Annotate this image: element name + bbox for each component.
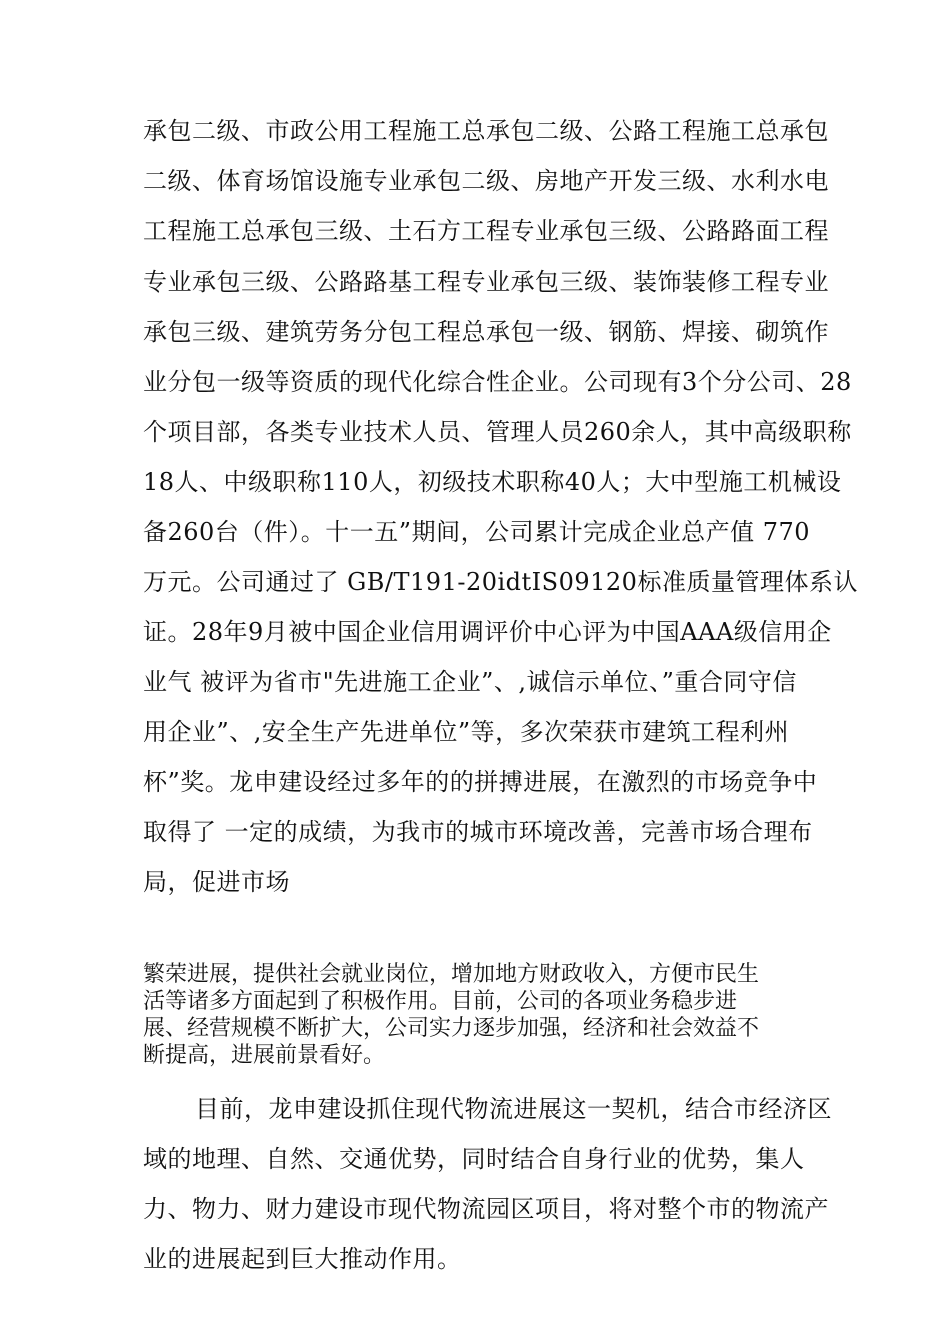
- text-line: 杯”奖。龙申建设经过多年的的拼搏进展，在激烈的市场竞争中: [143, 768, 818, 796]
- text-line: 承包三级、建筑劳务分包工程总承包一级、钢筋、焊接、砌筑作: [143, 318, 829, 346]
- text-line: 万元。公司通过了 GB/T191-20idtIS09120标准质量管理体系认: [143, 568, 858, 596]
- text-line: 繁荣进展，提供社会就业岗位，增加地方财政收入，方便市民生: [143, 962, 760, 987]
- text-line: 展、经营规模不断扩大，公司实力逐步加强，经济和社会效益不: [143, 1016, 760, 1041]
- text-line: 业气 被评为省市"先进施工企业”、,诚信示单位、”重合同守信: [143, 668, 797, 696]
- text-line: 18人、中级职称110人，初级技术职称40人；大中型施工机械设: [143, 468, 842, 496]
- text-line: 专业承包三级、公路路基工程专业承包三级、装饰装修工程专业: [143, 268, 829, 296]
- text-line: 二级、体育场馆设施专业承包二级、房地产开发三级、水利水电: [143, 167, 829, 195]
- text-line: 目前，龙申建设抓住现代物流进展这一契机，结合市经济区: [195, 1095, 832, 1123]
- text-line: 取得了 一定的成绩，为我市的城市环境改善，完善市场合理布: [143, 818, 813, 846]
- text-line: 活等诸多方面起到了积极作用。目前，公司的各项业务稳步进: [143, 989, 738, 1014]
- text-line: 域的地理、自然、交通优势，同时结合自身行业的优势，集人: [143, 1145, 805, 1173]
- text-line: 个项目部，各类专业技术人员、管理人员260余人，其中高级职称: [143, 418, 852, 446]
- text-line: 承包二级、市政公用工程施工总承包二级、公路工程施工总承包: [143, 117, 829, 145]
- text-line: 用企业”、,安全生产先进单位”等，多次荣获市建筑工程利州: [143, 718, 790, 746]
- text-line: 工程施工总承包三级、土石方工程专业承包三级、公路路面工程: [143, 217, 829, 245]
- text-line: 证。28年9月被中国企业信用调评价中心评为中国AAA级信用企: [143, 618, 832, 646]
- text-line: 力、物力、财力建设市现代物流园区项目，将对整个市的物流产: [143, 1195, 829, 1223]
- text-line: 局，促进市场: [143, 868, 290, 896]
- text-line: 备260台（件）。十一五”期间，公司累计完成企业总产值 770: [143, 518, 811, 546]
- text-line: 业的进展起到巨大推动作用。: [143, 1245, 462, 1273]
- text-line: 业分包一级等资质的现代化综合性企业。公司现有3个分公司、28: [143, 368, 852, 396]
- text-line: 断提高，进展前景看好。: [143, 1043, 386, 1068]
